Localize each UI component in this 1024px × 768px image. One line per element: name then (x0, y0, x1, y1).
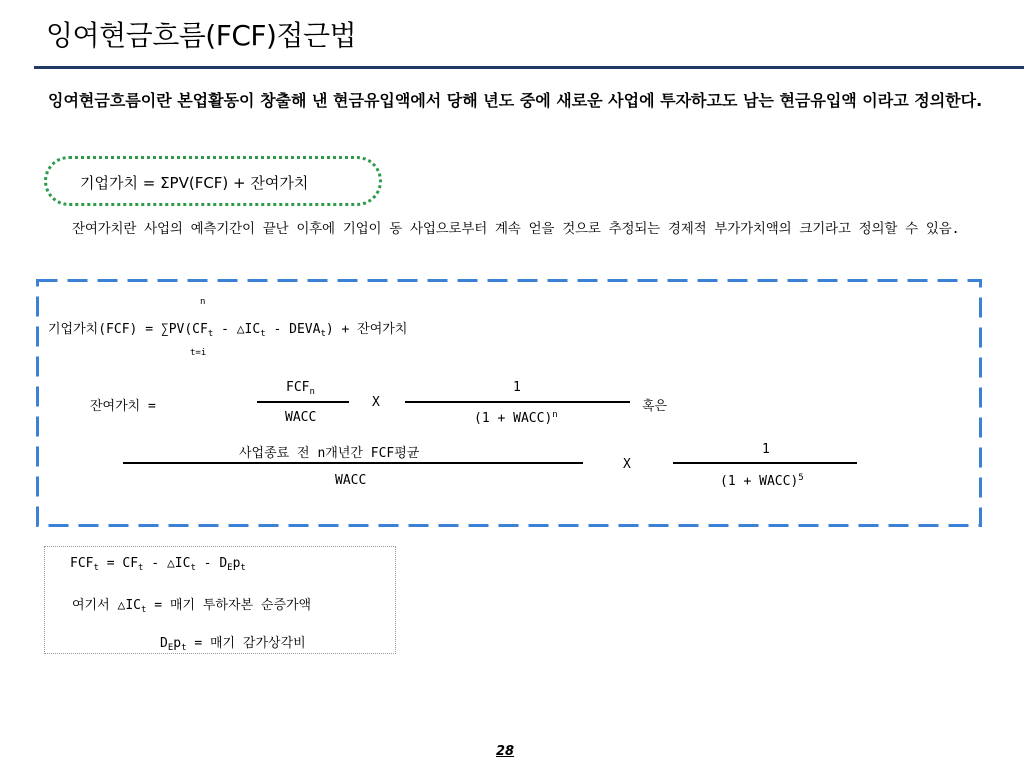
fraction2-numerator: 1 (513, 380, 521, 395)
title-underline (34, 66, 1024, 69)
oval-formula: 기업가치 = ΣPV(FCF) + 잔여가치 (80, 174, 309, 192)
sum-upper-limit: n (200, 297, 206, 307)
sigma-symbol: ∑ (160, 322, 169, 337)
fraction2-denominator: (1 + WACC)$^n$ (474, 410, 558, 426)
enterprise-value-formula: 기업가치$(FCF) = \sum PV(CF_t$ - $\triangle IC_t$ - $DEVA_t$) + 잔여가치 (48, 322, 408, 339)
fraction3-numerator: 사업종료 전 n개년간 FCF평균 (239, 446, 420, 461)
terminal-value-lhs: 잔여가치 = (90, 399, 156, 414)
fraction4-numerator: 1 (762, 442, 770, 457)
multiply-sign-2: X (623, 457, 631, 472)
page-title: 잉여현금흐름(FCF)접근법 (46, 19, 357, 52)
fraction2-bar (405, 401, 630, 403)
fraction1-numerator: $FCF_n$ (286, 380, 315, 397)
multiply-sign: X (372, 395, 380, 410)
fraction1-bar (257, 401, 349, 403)
fraction1-denominator: WACC (285, 410, 317, 425)
page-number: 28 (496, 744, 515, 759)
fcf-definition: $FCF_t = CF_t$ - $\triangle IC_t - D_Ep_t$ (70, 556, 246, 573)
terminal-value-description: 잔여가치란 사업의 예측기간이 끝난 이후에 기업이 동 사업으로부터 계속 얻을 것으로 추정되는 경제적 부가가치액의 크기라고 정의할 수 있음. (72, 221, 960, 237)
depreciation-definition: $D_Ep_t$ = 매기 감가상각비 (160, 636, 306, 653)
intro-text: 잉여현금흐름이란 본업활동이 창출해 낸 현금유입액에서 당해 년도 중에 새로운 사업에 투자하고도 남는 현금유입액 이라고 정의한다. (48, 91, 983, 110)
formula-lhs: 기업가치(FCF) = (48, 322, 161, 337)
sum-lower-limit: t=i (190, 348, 207, 358)
fraction4-denominator: (1 + WACC)$^5$ (720, 473, 804, 489)
or-label: 혹은 (642, 399, 668, 414)
ic-definition: 여기서 $\triangle IC_t$ = 매기 투하자본 순증가액 (72, 598, 312, 615)
fraction3-denominator: WACC (335, 473, 367, 488)
fraction3-bar (123, 462, 583, 464)
formula-dashed-box (36, 279, 982, 527)
fraction4-bar (673, 462, 857, 464)
